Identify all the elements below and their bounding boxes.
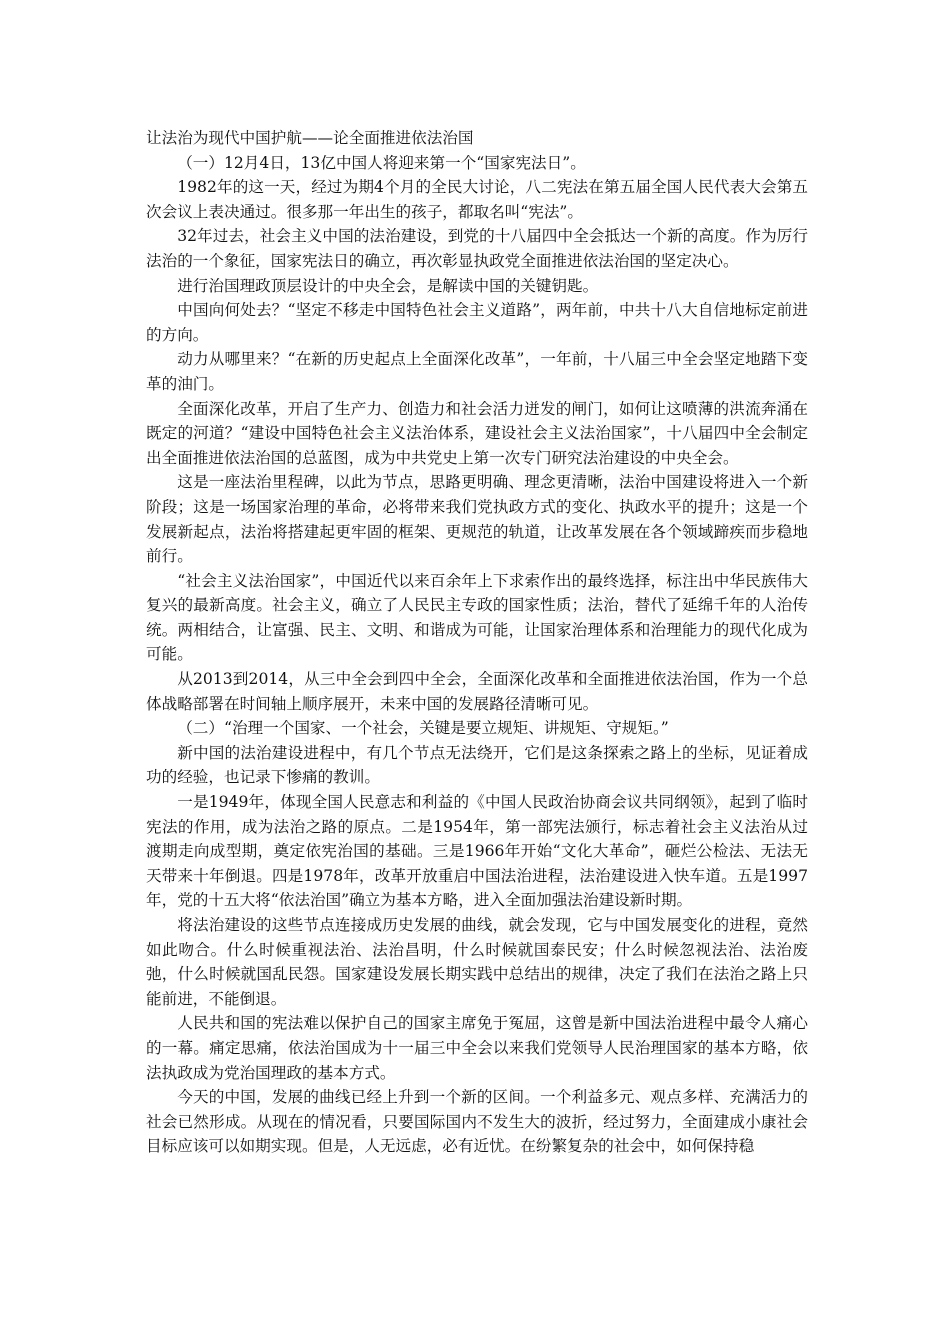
paragraph: 32年过去，社会主义中国的法治建设，到党的十八届四中全会抵达一个新的高度。作为厉行法治的一个象征，国家宪法日的确立，再次彰显执政党全面推进依法治国的坚定决心。	[146, 227, 808, 270]
paragraph: 将法治建设的这些节点连接成历史发展的曲线，就会发现，它与中国发展变化的进程，竟然如此吻合。什么时候重视法治、法治昌明，什么时候就国泰民安；什么时候忽视法治、法治废弛，什么时候就国乱民怨。国家建设发展长期实践中总结出的规律，决定了我们在法治之路上只能前进，不能倒退。	[146, 916, 808, 1008]
paragraph: （一）12月4日，13亿中国人将迎来第一个“国家宪法日”。	[177, 153, 586, 172]
paragraph: 新中国的法治建设进程中，有几个节点无法绕开，它们是这条探索之路上的坐标，见证着成功的经验，也记录下惨痛的教训。	[146, 743, 808, 787]
paragraph: 人民共和国的宪法难以保护自己的国家主席免于冤屈，这曾是新中国法治进程中最令人痛心的一幕。痛定思痛，依法治国成为十一届三中全会以来我们党领导人民治理国家的基本方略，依法执政成为党治国理政的基本方式。	[146, 1014, 808, 1082]
paragraph: 从2013到2014，从三中全会到四中全会，全面深化改革和全面推进依法治国，作为一个总体战略部署在时间轴上顺序展开，未来中国的发展路径清晰可见。	[146, 670, 808, 713]
paragraph: 1982年的这一天，经过为期4个月的全民大讨论，八二宪法在第五届全国人民代表大会第五次会议上表决通过。很多那一年出生的孩子，都取名叫“宪法”。	[146, 178, 808, 221]
paragraph: 进行治国理政顶层设计的中央全会，是解读中国的关键钥匙。	[177, 276, 599, 295]
paragraph: “社会主义法治国家”，中国近代以来百余年上下求索作出的最终选择，标注出中华民族伟大复兴的最新高度。社会主义，确立了人民民主专政的国家性质；法治，替代了延绵千年的人治传统。两相结合，让富强、民主、文明、和谐成为可能，让国家治理体系和治理能力的现代化成为可能。	[146, 571, 808, 664]
paragraph: （二）“治理一个国家、一个社会，关键是要立规矩、讲规矩、守规矩。”	[177, 719, 669, 738]
paragraph: 一是1949年，体现全国人民意志和利益的《中国人民政治协商会议共同纲领》，起到了临时宪法的作用，成为法治之路的原点。二是1954年，第一部宪法颁行，标志着社会主义法治从过渡期走向成型期，奠定依宪治国的基础。三是1966年开始“文化大革命”，砸烂公检法、无法无天带来十年倒退。四是1978年，改革开放重启中国法治进程，法治建设进入快车道。五是1997年，党的十五大将“依法治国”确立为基本方略，进入全面加强法治建设新时期。	[146, 793, 808, 910]
document-title: 让法治为现代中国护航——论全面推进依法治国	[146, 129, 474, 147]
paragraph: 中国向何处去？“坚定不移走中国特色社会主义道路”，两年前，中共十八大自信地标定前进的方向。	[146, 301, 808, 344]
paragraph: 这是一座法治里程碑，以此为节点，思路更明确、理念更清晰，法治中国建设将进入一个新阶段；这是一场国家治理的革命，必将带来我们党执政方式的变化、执政水平的提升；这是一个发展新起点，法治将搭建起更牢固的框架、更规范的轨道，让改革发展在各个领域蹄疾而步稳地前行。	[146, 473, 808, 566]
paragraph: 今天的中国，发展的曲线已经上升到一个新的区间。一个利益多元、观点多样、充满活力的社会已然形成。从现在的情况看，只要国际国内不发生大的波折，经过努力，全面建成小康社会目标应该可以如期实现。但是，人无远虑，必有近忧。在纷繁复杂的社会中，如何保持稳	[146, 1088, 808, 1156]
document-page	[146, 126, 808, 1159]
paragraph: 全面深化改革，开启了生产力、创造力和社会活力迸发的闸门，如何让这喷薄的洪流奔涌在既定的河道？“建设中国特色社会主义法治体系，建设社会主义法治国家”，十八届四中全会制定出全面推进依法治国的总蓝图，成为中共党史上第一次专门研究法治建设的中央全会。	[146, 399, 808, 467]
paragraph: 动力从哪里来？“在新的历史起点上全面深化改革”，一年前，十八届三中全会坚定地踏下变革的油门。	[146, 350, 808, 393]
